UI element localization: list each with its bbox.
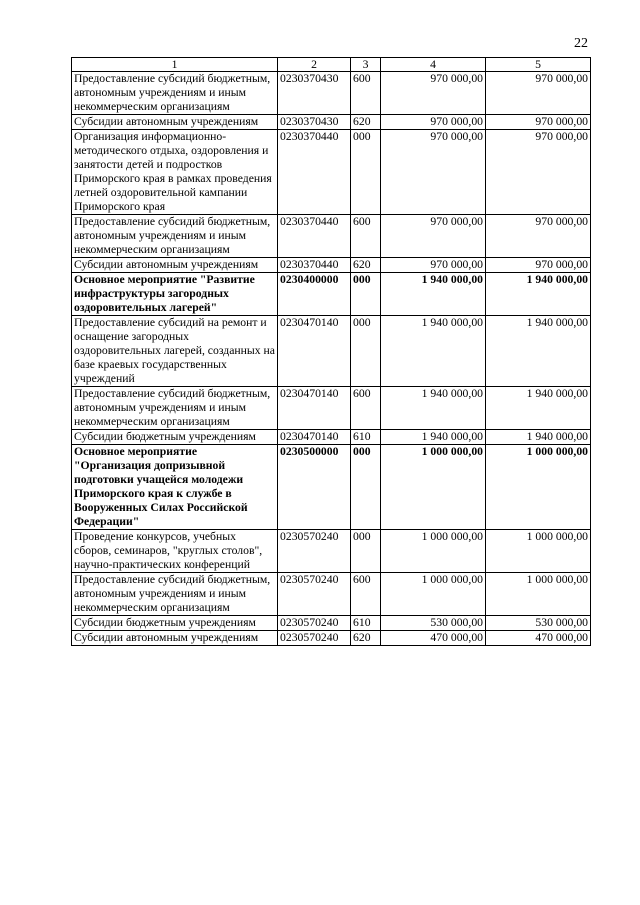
row-name-cell: Основное мероприятие "Организация допризывной подготовки учащейся молодежи Приморского края к службе в Вооруженных Силах Российской Федерации": [72, 445, 278, 530]
row-name-cell: Предоставление субсидий бюджетным, автономным учреждениям и иным некоммерческим организациям: [72, 215, 278, 258]
row-value-4-cell: 970 000,00: [381, 72, 486, 115]
table-row: [72, 215, 591, 258]
row-name-cell: Субсидии автономным учреждениям: [72, 115, 278, 130]
page-number: 22: [574, 36, 588, 51]
row-kvr-cell: 600: [351, 72, 381, 115]
row-name-cell: Субсидии бюджетным учреждениям: [72, 616, 278, 631]
table-body: [72, 72, 591, 646]
row-name-cell: Основное мероприятие "Развитие инфраструктуры загородных оздоровительных лагерей": [72, 273, 278, 316]
row-value-5-cell: 530 000,00: [486, 616, 591, 631]
row-value-4-cell: 1 940 000,00: [381, 316, 486, 387]
row-value-4-cell: 1 000 000,00: [381, 573, 486, 616]
row-kvr-cell: 600: [351, 573, 381, 616]
row-kvr-cell: 000: [351, 273, 381, 316]
row-kvr-cell: 610: [351, 430, 381, 445]
row-kvr-cell: 000: [351, 445, 381, 530]
row-value-4-cell: 1 000 000,00: [381, 530, 486, 573]
row-value-5-cell: 1 940 000,00: [486, 387, 591, 430]
row-value-5-cell: 970 000,00: [486, 72, 591, 115]
row-value-5-cell: 970 000,00: [486, 115, 591, 130]
row-value-5-cell: 1 000 000,00: [486, 573, 591, 616]
row-name-cell: Субсидии автономным учреждениям: [72, 631, 278, 646]
row-value-4-cell: 1 940 000,00: [381, 430, 486, 445]
table-row: [72, 316, 591, 387]
row-value-4-cell: 970 000,00: [381, 258, 486, 273]
row-value-4-cell: 1 940 000,00: [381, 273, 486, 316]
table-row: [72, 387, 591, 430]
row-name-cell: Предоставление субсидий бюджетным, автономным учреждениям и иным некоммерческим организациям: [72, 387, 278, 430]
row-value-5-cell: 1 940 000,00: [486, 273, 591, 316]
row-kvr-cell: 620: [351, 115, 381, 130]
column-header-1: 1: [72, 58, 278, 72]
table-row: [72, 273, 591, 316]
row-value-5-cell: 1 940 000,00: [486, 316, 591, 387]
row-code-cell: 0230370440: [278, 258, 351, 273]
row-kvr-cell: 000: [351, 130, 381, 215]
row-code-cell: 0230470140: [278, 316, 351, 387]
table-row: [72, 115, 591, 130]
row-code-cell: 0230370440: [278, 215, 351, 258]
row-kvr-cell: 600: [351, 387, 381, 430]
row-code-cell: 0230370440: [278, 130, 351, 215]
row-value-5-cell: 970 000,00: [486, 215, 591, 258]
row-kvr-cell: 000: [351, 316, 381, 387]
row-kvr-cell: 620: [351, 258, 381, 273]
row-value-4-cell: 470 000,00: [381, 631, 486, 646]
table-row: [72, 72, 591, 115]
table-row: [72, 530, 591, 573]
row-name-cell: Предоставление субсидий на ремонт и оснащение загородных оздоровительных лагерей, созданных на базе краевых государственных учреждений: [72, 316, 278, 387]
row-value-4-cell: 530 000,00: [381, 616, 486, 631]
table-row: [72, 130, 591, 215]
row-name-cell: Предоставление субсидий бюджетным, автономным учреждениям и иным некоммерческим организациям: [72, 573, 278, 616]
row-code-cell: 0230370430: [278, 115, 351, 130]
row-value-4-cell: 970 000,00: [381, 215, 486, 258]
row-value-5-cell: 1 940 000,00: [486, 430, 591, 445]
row-value-5-cell: 970 000,00: [486, 258, 591, 273]
row-value-5-cell: 470 000,00: [486, 631, 591, 646]
column-header-5: 5: [486, 58, 591, 72]
table-header-row: [72, 58, 591, 72]
row-value-4-cell: 970 000,00: [381, 115, 486, 130]
row-name-cell: Организация информационно-методического отдыха, оздоровления и занятости детей и подростков Приморского края в рамках проведения летней оздоровительной кампании Приморского края: [72, 130, 278, 215]
row-name-cell: Субсидии автономным учреждениям: [72, 258, 278, 273]
row-code-cell: 0230570240: [278, 631, 351, 646]
table-row: [72, 258, 591, 273]
row-value-5-cell: 1 000 000,00: [486, 530, 591, 573]
row-code-cell: 0230470140: [278, 387, 351, 430]
row-code-cell: 0230500000: [278, 445, 351, 530]
row-code-cell: 0230370430: [278, 72, 351, 115]
row-value-4-cell: 1 940 000,00: [381, 387, 486, 430]
row-name-cell: Проведение конкурсов, учебных сборов, семинаров, "круглых столов", научно-практических конференций: [72, 530, 278, 573]
row-name-cell: Субсидии бюджетным учреждениям: [72, 430, 278, 445]
table-row: [72, 631, 591, 646]
table-row: [72, 573, 591, 616]
table-row: [72, 616, 591, 631]
row-code-cell: 0230570240: [278, 616, 351, 631]
column-header-2: 2: [278, 58, 351, 72]
row-code-cell: 0230470140: [278, 430, 351, 445]
row-code-cell: 0230570240: [278, 530, 351, 573]
row-kvr-cell: 620: [351, 631, 381, 646]
row-name-cell: Предоставление субсидий бюджетным, автономным учреждениям и иным некоммерческим организациям: [72, 72, 278, 115]
budget-table: [71, 57, 591, 646]
row-kvr-cell: 000: [351, 530, 381, 573]
row-code-cell: 0230400000: [278, 273, 351, 316]
row-kvr-cell: 610: [351, 616, 381, 631]
table-row: [72, 445, 591, 530]
row-value-4-cell: 970 000,00: [381, 130, 486, 215]
table-row: [72, 430, 591, 445]
column-header-3: 3: [351, 58, 381, 72]
row-code-cell: 0230570240: [278, 573, 351, 616]
row-value-5-cell: 970 000,00: [486, 130, 591, 215]
row-value-5-cell: 1 000 000,00: [486, 445, 591, 530]
row-value-4-cell: 1 000 000,00: [381, 445, 486, 530]
column-header-4: 4: [381, 58, 486, 72]
row-kvr-cell: 600: [351, 215, 381, 258]
